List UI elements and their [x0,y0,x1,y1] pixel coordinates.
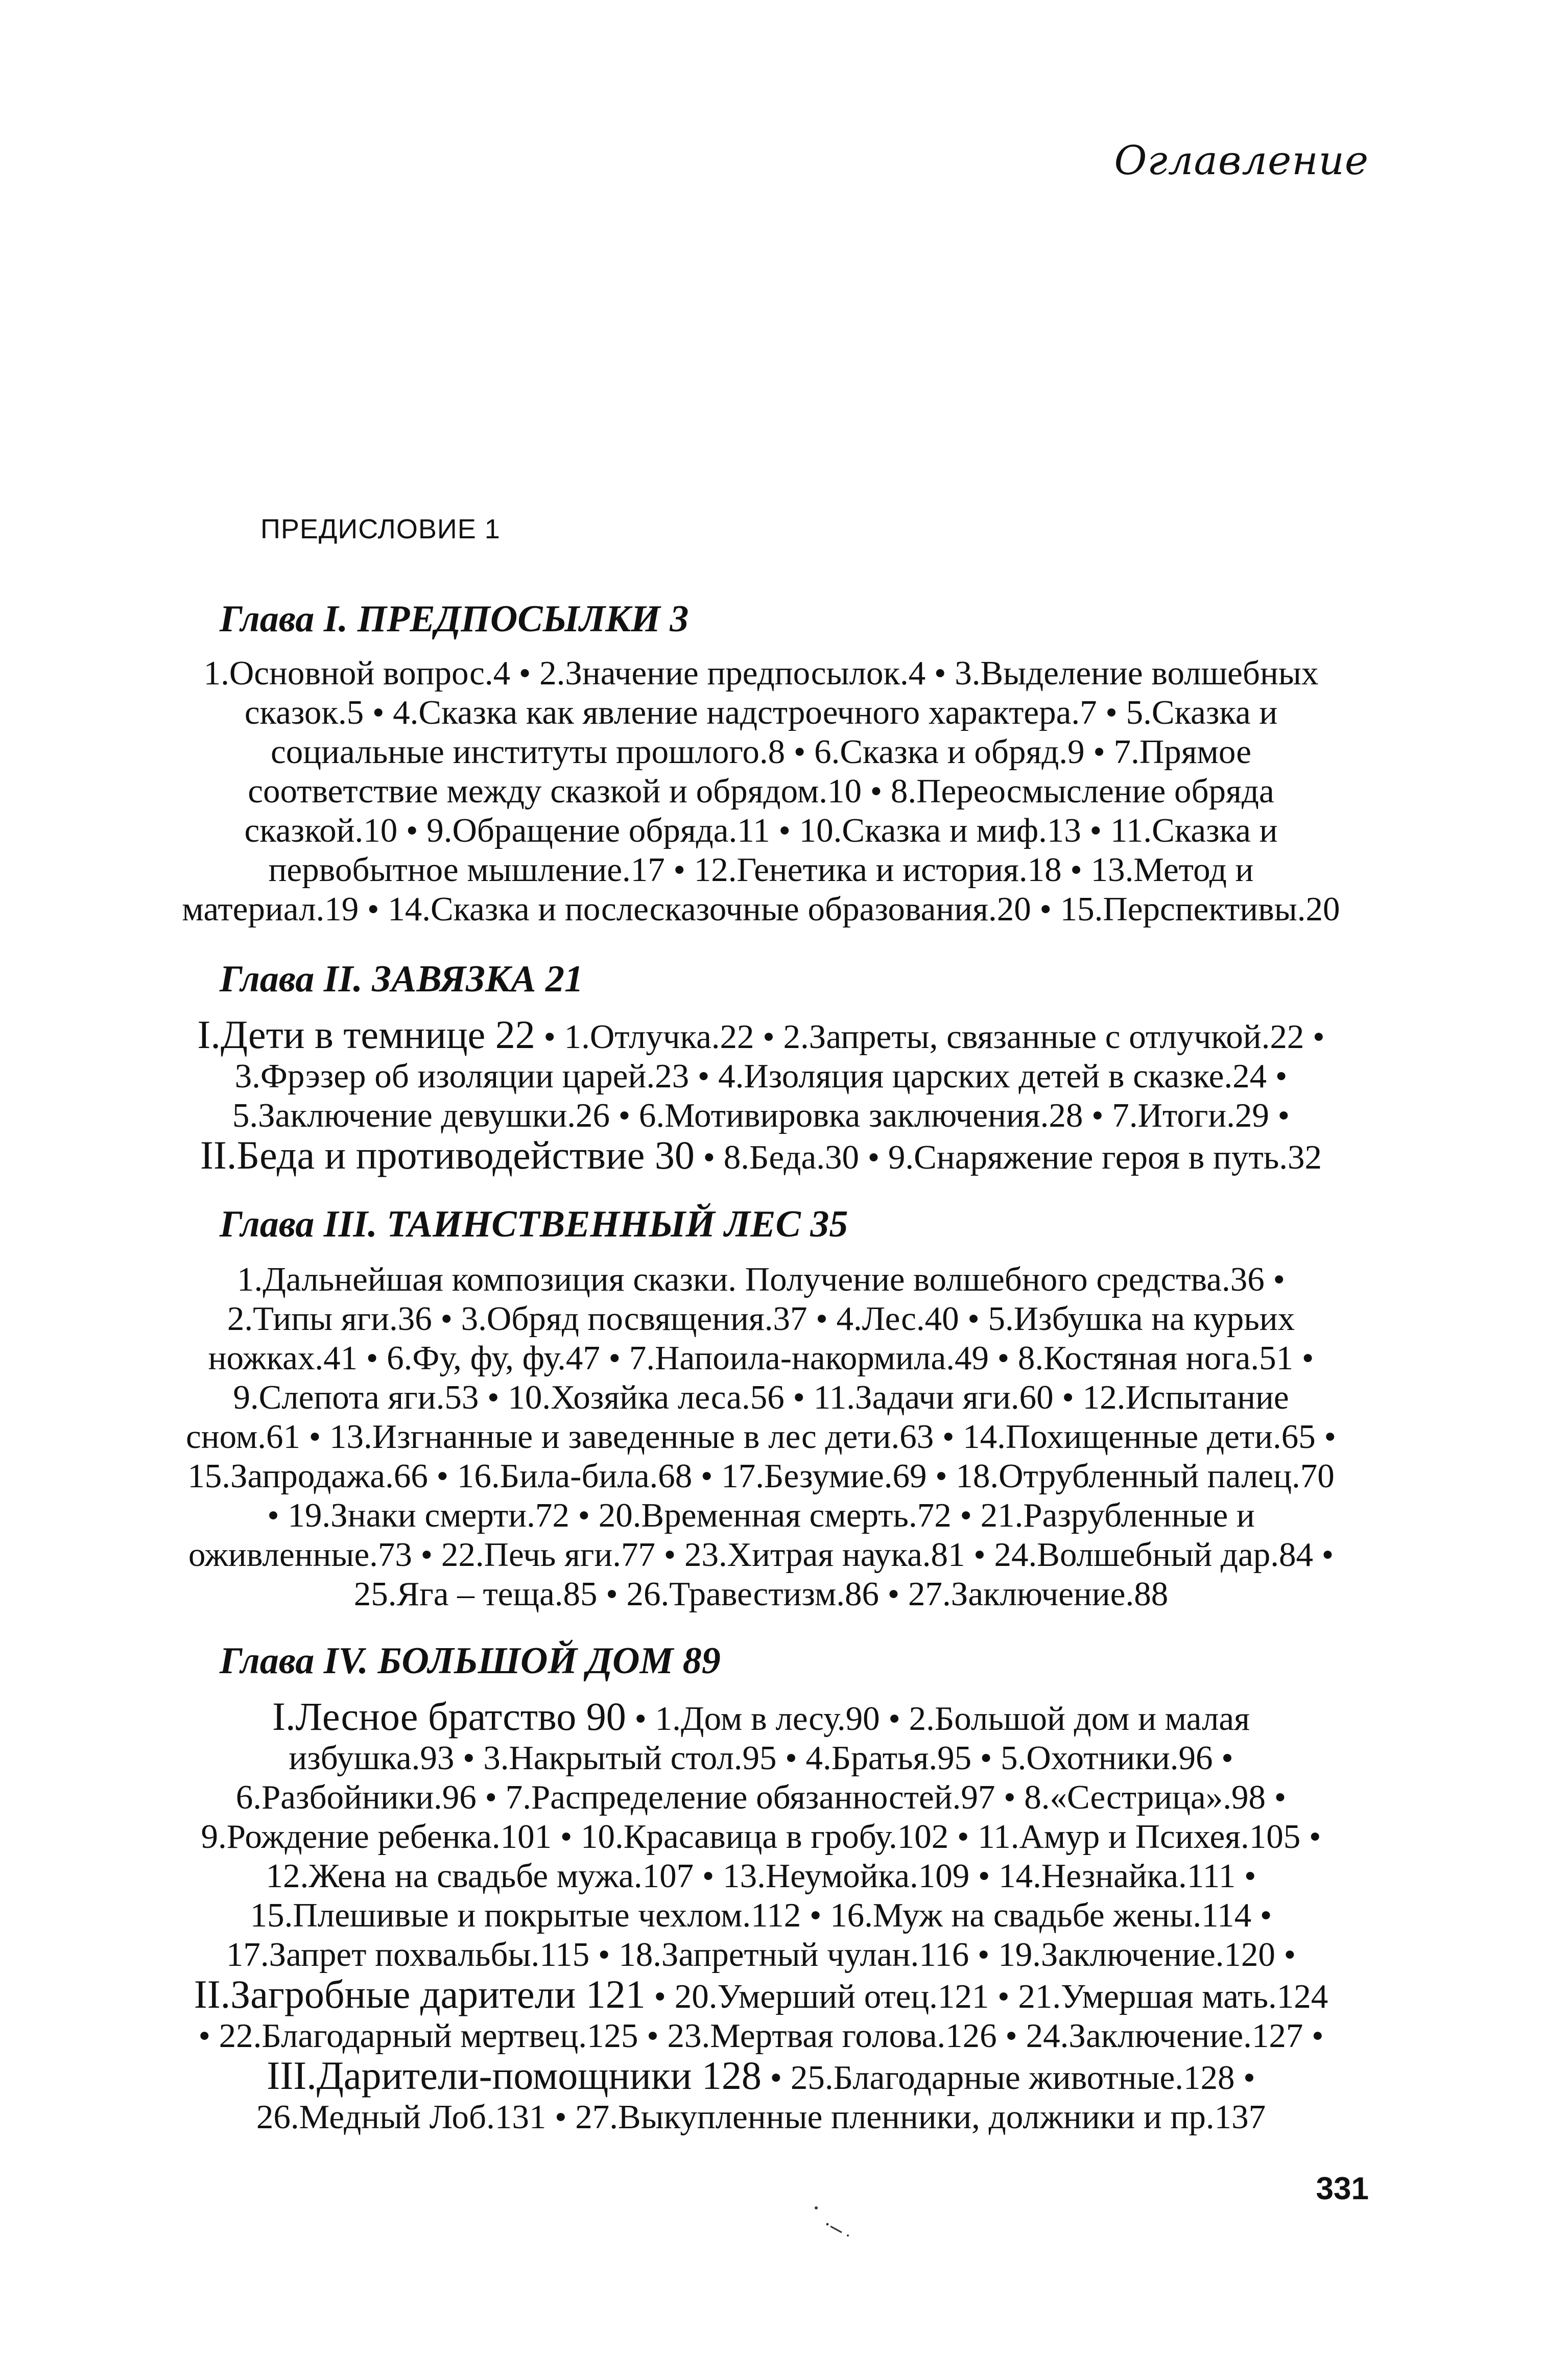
toc-line: социальные институты прошлого.8 • 6.Сказка и обряд.9 • 7.Прямое [271,733,1251,771]
toc-line: 2.Типы яги.36 • 3.Обряд посвящения.37 • 4.Лес.40 • 5.Избушка на курьих [227,1300,1295,1338]
toc-entries: • 1.Отлучка.22 • 2.Запреты, связанные с отлучкой.22 • [535,1018,1325,1056]
chapter-contents [97,1012,1425,1177]
toc-line [97,1012,1425,1057]
toc-line [97,2053,1425,2098]
toc-line: 3.Фрэзер об изоляции царей.23 • 4.Изоляция царских детей в сказке.24 • [234,1057,1288,1095]
toc-line: ножках.41 • 6.Фу, фу, фу.47 • 7.Напоила-накормила.49 • 8.Костяная нога.51 • [208,1339,1314,1377]
print-specks [812,2204,853,2240]
toc-line: 12.Жена на свадьбе мужа.107 • 13.Неумойка.109 • 14.Незнайка.111 • [266,1857,1256,1895]
chapter-title: Глава I. ПРЕДПОСЫЛКИ 3 [220,598,689,640]
section-heading: I.Дети в темнице 22 [197,1012,535,1057]
toc-line: сказкой.10 • 9.Обращение обряда.11 • 10.Сказка и миф.13 • 11.Сказка и [244,812,1278,849]
toc-line: 1.Дальнейшая композиция сказки. Получение волшебного средства.36 • [236,1260,1285,1298]
page-header: Оглавление [1114,138,1369,184]
section-heading: III.Дарители-помощники 128 [267,2053,762,2098]
page-number: 331 [1316,2171,1369,2206]
toc-line: 9.Слепота яги.53 • 10.Хозяйка леса.56 • 11.Задачи яги.60 • 12.Испытание [233,1378,1289,1416]
toc-line: соответствие между сказкой и обрядом.10 • 8.Переосмысление обряда [248,772,1274,810]
toc-line: 5.Заключение девушки.26 • 6.Мотивировка заключения.28 • 7.Итоги.29 • [232,1097,1290,1134]
section-heading: II.Беда и противодействие 30 [200,1133,695,1177]
chapter-contents [97,654,1425,929]
toc-line: первобытное мышление.17 • 12.Генетика и история.18 • 13.Метод и [268,851,1254,889]
toc-line: избушка.93 • 3.Накрытый стол.95 • 4.Братья.95 • 5.Охотники.96 • [289,1739,1233,1777]
toc-line: 9.Рождение ребенка.101 • 10.Красавица в гробу.102 • 11.Амур и Психея.105 • [201,1818,1321,1856]
toc-line: • 22.Благодарный мертвец.125 • 23.Мертвая голова.126 • 24.Заключение.127 • [198,2017,1324,2055]
toc-line: материал.19 • 14.Сказка и послесказочные образования.20 • 15.Перспективы.20 [182,890,1340,928]
toc-line [97,1972,1425,2016]
chapter-title: Глава IV. БОЛЬШОЙ ДОМ 89 [220,1640,721,1682]
toc-line: 15.Запродажа.66 • 16.Била-била.68 • 17.Безумие.69 • 18.Отрубленный палец.70 [187,1457,1335,1495]
chapter-title: Глава II. ЗАВЯЗКА 21 [220,958,583,1000]
toc-line: сном.61 • 13.Изгнанные и заведенные в лес дети.63 • 14.Похищенные дети.65 • [186,1418,1336,1456]
toc-entries: • 20.Умерший отец.121 • 21.Умершая мать.124 [645,1978,1328,2015]
toc-entries: • 25.Благодарные животные.128 • [761,2059,1255,2097]
toc-line: 1.Основной вопрос.4 • 2.Значение предпосылок.4 • 3.Выделение волшебных [203,654,1319,692]
toc-line: оживленные.73 • 22.Печь яги.77 • 23.Хитрая наука.81 • 24.Волшебный дар.84 • [188,1536,1334,1574]
toc-entries: • 1.Дом в лесу.90 • 2.Большой дом и малая [626,1700,1250,1738]
chapter-title: Глава III. ТАИНСТВЕННЫЙ ЛЕС 35 [220,1203,848,1245]
toc-entries: • 8.Беда.30 • 9.Снаряжение героя в путь.32 [694,1138,1322,1176]
preface-entry: ПРЕДИСЛОВИЕ 1 [260,514,501,544]
toc-line: 17.Запрет похвальбы.115 • 18.Запретный чулан.116 • 19.Заключение.120 • [226,1936,1296,1973]
toc-line: 26.Медный Лоб.131 • 27.Выкупленные пленники, должники и пр.137 [256,2098,1266,2136]
toc-line [97,1694,1425,1739]
chapter-contents [97,1694,1425,2137]
section-heading: I.Лесное братство 90 [272,1694,626,1739]
toc-line: • 19.Знаки смерти.72 • 20.Временная смерть.72 • 21.Разрубленные и [267,1496,1255,1534]
toc-line: 6.Разбойники.96 • 7.Распределение обязанностей.97 • 8.«Сестрица».98 • [235,1778,1287,1816]
chapter-contents [97,1260,1425,1614]
toc-line [97,1135,1425,1177]
toc-line: сказок.5 • 4.Сказка как явление надстроечного характера.7 • 5.Сказка и [244,694,1278,731]
toc-line: 15.Плешивые и покрытые чехлом.112 • 16.Муж на свадьбе жены.114 • [250,1896,1272,1934]
section-heading: II.Загробные дарители 121 [194,1972,646,2016]
toc-line: 25.Яга – теща.85 • 26.Травестизм.86 • 27.Заключение.88 [353,1575,1169,1613]
